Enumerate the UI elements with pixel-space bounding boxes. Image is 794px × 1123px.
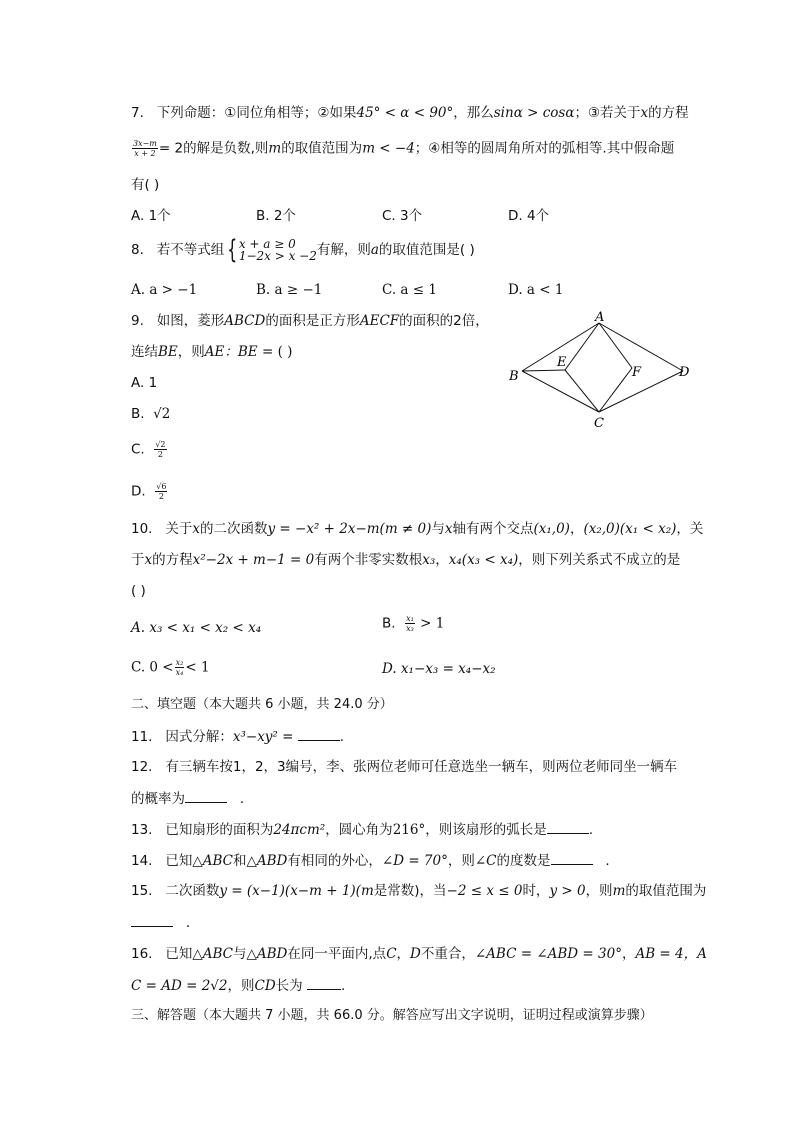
q9-option-a[interactable]: A. 1 [131, 375, 158, 391]
edge-ec [565, 370, 599, 412]
q8-option-c[interactable]: C. a ≤ 1 [382, 282, 437, 298]
q9-line2: 连结BE，则AE：BE = ( ) [131, 344, 293, 360]
q10-line3: ( ) [131, 583, 146, 599]
q16-line1: 16. 已知△ABC与△ABD在同一平面内,点C，D不重合，∠ABC = ∠ABD = 30°，AB = 4，A [131, 946, 707, 962]
edge-fc [599, 368, 632, 412]
q7-option-c[interactable]: C. 3个 [382, 208, 423, 224]
label-b: B [509, 369, 519, 384]
q12-line2: 的概率为 . [131, 791, 245, 807]
q9-option-b[interactable]: B. √2 [131, 406, 171, 422]
q10-option-d[interactable]: D. x₁−x₃ = x₄−x₂ [382, 661, 496, 677]
q7-option-b[interactable]: B. 2个 [256, 208, 296, 224]
q15-line2: . [131, 913, 190, 932]
edge-bc [522, 371, 599, 412]
q11-answer-blank[interactable] [298, 727, 340, 741]
q15-line1: 15. 二次函数y = (x−1)(x−m + 1)(m是常数)，当−2 ≤ x ≤ 0时，y > 0，则m的取值范围为 [131, 883, 707, 899]
label-d: D [679, 365, 690, 380]
q7-line1: 7. 下列命题：①同位角相等；②如果45° < α < 90°，那么sinα > cosα；③若关于x的方程 [131, 105, 689, 121]
q7-line3: 有( ) [131, 177, 160, 193]
q11: 11. 因式分解：x³−xy² = . [131, 729, 345, 745]
section-2-heading: 二、填空题（本大题共 6 小题，共 24.0 分） [131, 697, 393, 712]
q8-inequality-system: x + a ≥ 0 1−2x > x −2 [238, 237, 317, 263]
q12-line1: 12. 有三辆车按1，2，3编号，李、张两位老师可任意选坐一辆车，则两位老师同坐一辆车 [131, 759, 678, 775]
q10-option-c[interactable]: C. 0 < $\frac{\text{x₂}}{\text{x₄}}$ < 1 [131, 658, 210, 677]
label-c: C [594, 416, 604, 431]
label-e: E [557, 355, 567, 370]
q8-option-b[interactable]: B. a ≥ −1 [256, 282, 323, 298]
q9-line1: 9. 如图，菱形ABCD的面积是正方形AECF的面积的2倍， [131, 313, 489, 329]
q14: 14. 已知△ABC和△ABD有相同的外心，∠D = 70°，则∠C的度数是 . [131, 853, 610, 869]
q13-answer-blank[interactable] [547, 820, 589, 834]
q8-option-a[interactable]: A. a > −1 [131, 282, 198, 298]
segment-be [522, 370, 565, 371]
q8-line: 8. 若不等式组 { x + a ≥ 0 1−2x > x −2 有解，则a的取值范围是( ) [131, 235, 475, 265]
q9-option-c[interactable]: C. $\frac{√2}{2}$ [131, 440, 166, 459]
edge-da [599, 323, 683, 371]
q7-option-d[interactable]: D. 4个 [508, 208, 550, 224]
q7-line2: $\frac{3x-m}{x + 2}$ = 2的解是负数,则m的取值范围为m < −4；④相等的圆周角所对的弧相等.其中假命题 [133, 139, 675, 158]
q16-answer-blank[interactable] [307, 976, 341, 990]
q10-option-a[interactable]: A. x₃ < x₁ < x₂ < x₄ [131, 620, 262, 636]
q7-option-a[interactable]: A. 1个 [131, 208, 171, 224]
q15-answer-blank[interactable] [131, 913, 173, 927]
edge-af [599, 323, 632, 368]
label-a: A [595, 310, 605, 325]
edge-ae [565, 323, 599, 370]
q9-option-d[interactable]: D. $\frac{√6}{2}$ [131, 482, 167, 501]
q13: 13. 已知扇形的面积为24πcm²，圆心角为216°，则该扇形的弧长是 . [131, 822, 594, 838]
q8-option-d[interactable]: D. a < 1 [508, 282, 564, 298]
q10-option-b[interactable]: B. $\frac{\text{x₁}}{\text{x₃}}$ > 1 [382, 614, 445, 633]
q12-answer-blank[interactable] [185, 789, 227, 803]
rhombus-square-figure [500, 310, 710, 435]
q16-line2: C = AD = 2√2，则CD长为 . [131, 978, 346, 994]
label-f: F [632, 365, 642, 380]
q7-fraction: $\frac{3x-m}{x + 2}$ [133, 139, 157, 158]
q10-line1: 10. 关于x的二次函数y = −x² + 2x−m(m ≠ 0)与x轴有两个交点(x₁,0)，(x₂,0)(x₁ < x₂)，关 [131, 521, 704, 537]
section-3-heading: 三、解答题（本大题共 7 小题，共 66.0 分。解答应写出文字说明，证明过程或演算步骤） [131, 1008, 653, 1023]
q14-answer-blank[interactable] [551, 851, 593, 865]
q10-line2: 于x的方程x²−2x + m−1 = 0有两个非零实数根x₃，x₄(x₃ < x₄)，则下列关系式不成立的是 [131, 552, 681, 568]
q8-brace: { [227, 235, 238, 265]
